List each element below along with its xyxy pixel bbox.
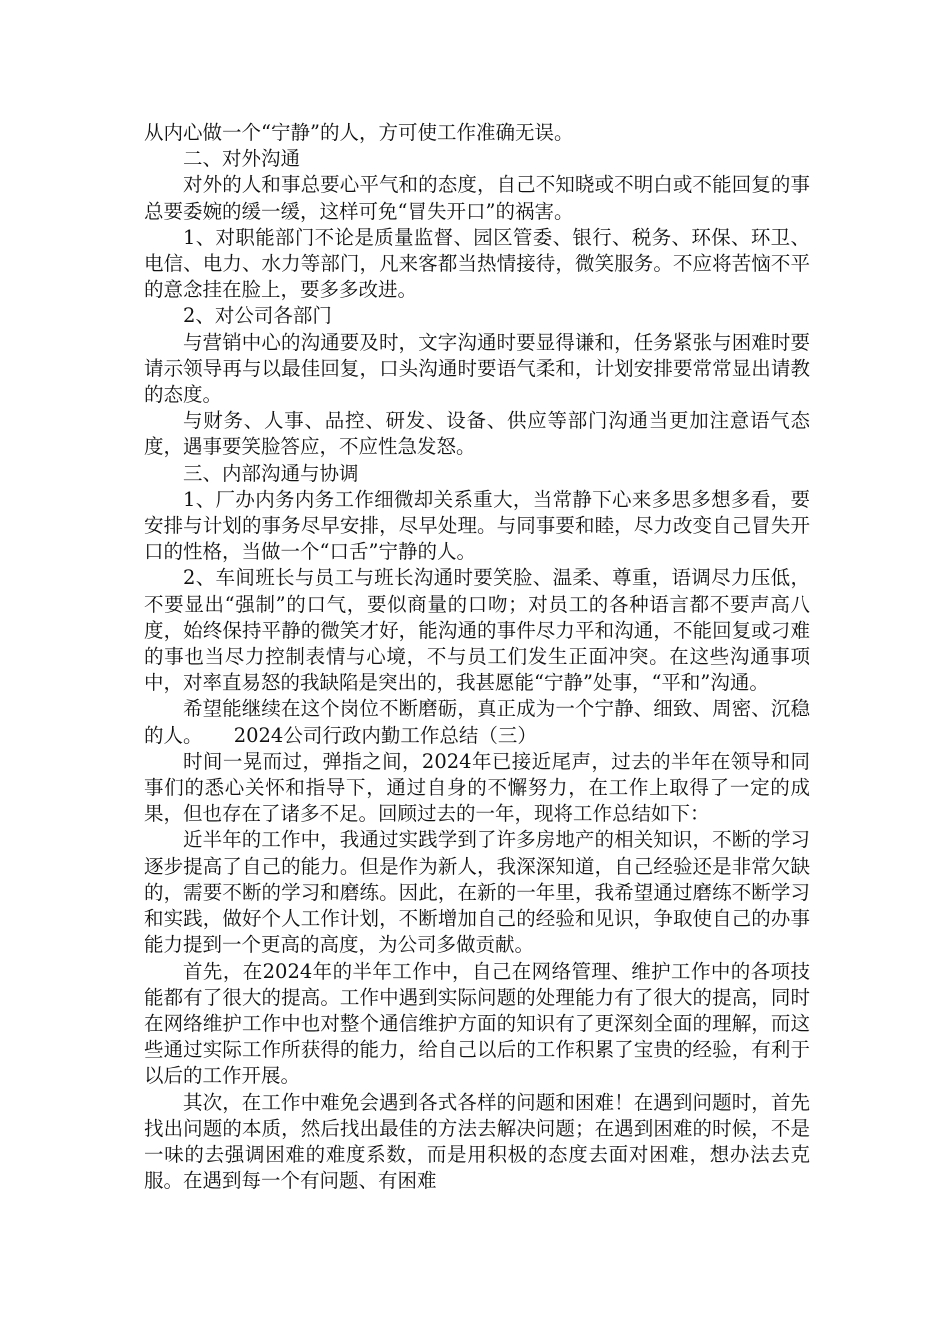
paragraph: 1、厂办内务内务工作细微却关系重大，当常静下心来多思多想多看，要安排与计划的事务尽早安排，尽早处理。与同事要和睦，尽力改变自己冒失开口的性格，当做一个“口舌”宁静的人。 — [144, 487, 810, 564]
paragraph: 从内心做一个“宁静”的人，方可使工作准确无误。 — [144, 121, 574, 144]
paragraph-text: 希望能继续在这个岗位不断磨砺，真正成为一个宁静、细致、周密、沉稳的人。 — [144, 697, 810, 747]
paragraph: 与营销中心的沟通要及时，文字沟通时要显得谦和，任务紧张与困难时要请示领导再与以最佳回复，口头沟通时要语气柔和，计划安排要常常显出请教的态度。 — [144, 330, 810, 407]
paragraph: 与财务、人事、品控、研发、设备、供应等部门沟通当更加注意语气态度，遇事要笑脸答应，不应性急发怒。 — [144, 409, 810, 459]
document-title: 2024公司行政内勤工作总结（三） — [233, 723, 537, 747]
paragraph: 时间一晃而过，弹指之间，2024年已接近尾声，过去的半年在领导和同事们的悉心关怀和指导下，通过自身的不懈努力，在工作上取得了一定的成果，但也存在了诸多不足。回顾过去的一年，现将工作总结如下： — [144, 749, 810, 826]
paragraph: 2、车间班长与员工与班长沟通时要笑脸、温柔、尊重，语调尽力压低，不要显出“强制”的口气，要似商量的口吻；对员工的各种语言都不要声高八度，始终保持平静的微笑才好，能沟通的事件尽力平和沟通，不能回复或刁难的事也当尽力控制表情与心境，不与员工们发生正面冲突。在这些沟通事项中，对率直易怒的我缺陷是突出的，我甚愿能“宁静”处事，“平和”沟通。 — [144, 566, 810, 695]
paragraph: 近半年的工作中，我通过实践学到了许多房地产的相关知识，不断的学习逐步提高了自己的能力。但是作为新人，我深深知道，自己经验还是非常欠缺的，需要不断的学习和磨练。因此，在新的一年里，我希望通过磨练不断学习和实践，做好个人工作计划，不断增加自己的经验和见识，争取使自己的办事能力提到一个更高的高度，为公司多做贡献。 — [144, 828, 810, 957]
section-heading-internal: 三、内部沟通与协调 — [183, 461, 359, 485]
paragraph: 首先，在2024年的半年工作中，自己在网络管理、维护工作中的各项技能都有了很大的提高。工作中遇到实际问题的处理能力有了很大的提高，同时在网络维护工作中也对整个通信维护方面的知识有了更深刻全面的理解，而这些通过实际工作所获得的能力，给自己以后的工作积累了宝贵的经验，有利于以后的工作开展。 — [144, 959, 810, 1088]
paragraph: 对外的人和事总要心平气和的态度，自己不知晓或不明白或不能回复的事总要委婉的缓一缓，这样可免“冒失开口”的祸害。 — [144, 173, 810, 223]
subsection-heading-departments: 2、对公司各部门 — [183, 304, 332, 328]
document-page — [144, 120, 810, 1194]
section-heading-external: 二、对外沟通 — [183, 147, 301, 171]
paragraph-with-title — [144, 696, 810, 748]
paragraph: 1、对职能部门不论是质量监督、园区管委、银行、税务、环保、环卫、电信、电力、水力等部门，凡来客都当热情接待，微笑服务。不应将苦恼不平的意念挂在脸上，要多多改进。 — [144, 225, 810, 302]
paragraph: 其次，在工作中难免会遇到各式各样的问题和困难！在遇到问题时，首先找出问题的本质，然后找出最佳的方法去解决问题；在遇到困难的时候，不是一味的去强调困难的难度系数，而是用积极的态度去面对困难，想办法去克服。在遇到每一个有问题、有困难 — [144, 1090, 810, 1193]
